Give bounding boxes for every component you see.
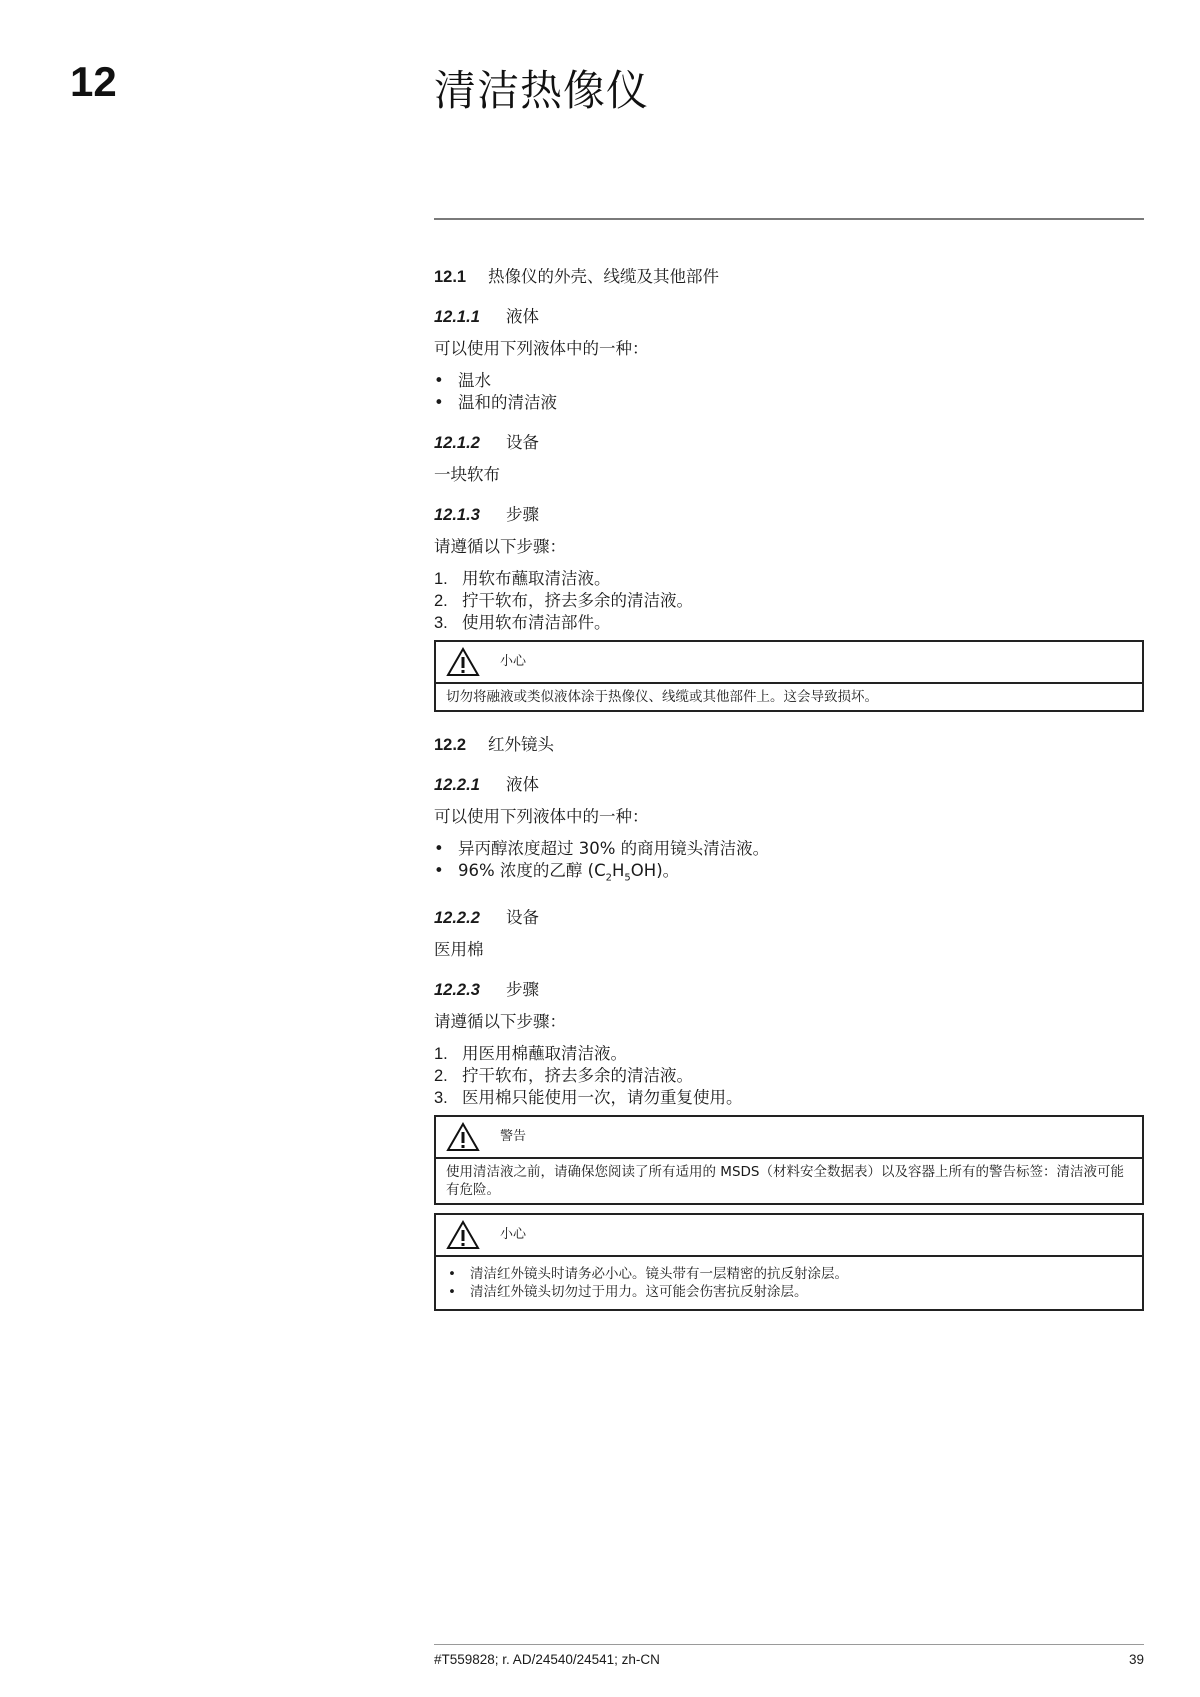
subsection-heading-12-1-1 [434,306,1144,328]
list-item: • 异丙醇浓度超过 30% 的商用镜头清洁液。 [434,838,1144,860]
subsection-number: 12.1.3 [434,506,480,524]
step-text: 用软布蘸取清洁液。 [462,569,611,588]
caution-box [434,1213,1144,1311]
formula-text: H [612,861,625,880]
formula-subscript: 5 [624,872,631,884]
paragraph: 一块软布 [434,465,500,484]
subsection-heading-12-1-2 [434,432,1144,454]
formula-subscript: 2 [605,872,612,884]
footer-doc-ref: #T559828; r. AD/24540/24541; zh-CN [434,1652,660,1667]
section-heading-12-2 [434,734,1144,756]
paragraph: 请遵循以下步骤： [434,537,566,556]
page-number: 39 [1128,1652,1144,1667]
step-text: 拧干软布，挤去多余的清洁液。 [462,591,693,610]
warning-label: 警告 [500,1129,527,1145]
paragraph: 可以使用下列液体中的一种： [434,807,649,826]
bullet-list [434,370,1144,414]
list-item: • 温和的清洁液 [434,392,1144,414]
footer-divider [434,1644,1144,1645]
section-title: 热像仪的外壳、线缆及其他部件 [488,267,719,286]
subsection-heading-12-2-2 [434,907,1144,929]
list-item [434,860,1144,889]
subsection-title: 步骤 [506,505,539,524]
subsection-heading-12-2-3 [434,979,1144,1001]
subsection-number: 12.2.3 [434,981,480,1000]
caution-text: 切勿将融液或类似液体涂于热像仪、线缆或其他部件上。这会导致损坏。 [446,689,878,705]
warning-triangle-icon [446,1122,480,1152]
list-item: 2. 拧干软布，挤去多余的清洁液。 [434,591,693,610]
subsection-title: 液体 [506,307,539,326]
caution-body [436,1257,1142,1309]
paragraph: 请遵循以下步骤： [434,1012,566,1032]
chapter-number: 12 [70,58,117,105]
subsection-heading-12-2-1 [434,774,1144,796]
list-item: 1. 用软布蘸取清洁液。 [434,569,611,588]
main-content [434,266,1144,1319]
caution-label: 小心 [500,654,527,669]
subsection-number: 12.1.1 [434,308,480,326]
warning-box [434,1115,1144,1205]
formula-text: OH)。 [630,861,680,880]
list-item: • 温水 [434,370,1144,392]
subsection-number: 12.1.2 [434,434,480,452]
caution-header [436,1215,1142,1257]
subsection-title: 设备 [506,433,539,452]
step-text: 用医用棉蘸取清洁液。 [462,1044,627,1064]
chapter-title: 清洁热像仪 [434,66,650,115]
list-item: 2. 拧干软布，挤去多余的清洁液。 [434,1066,693,1086]
step-text: 使用软布清洁部件。 [462,613,611,632]
numbered-list [434,568,1144,634]
caution-box [434,640,1144,712]
list-item: 3. 医用棉只能使用一次，请勿重复使用。 [434,1088,743,1108]
section-number: 12.2 [434,736,467,754]
subsection-number: 12.2.1 [434,776,480,794]
section-heading-12-1 [434,266,1144,288]
step-text: 拧干软布，挤去多余的清洁液。 [462,1066,693,1086]
paragraph: 可以使用下列液体中的一种： [434,339,649,358]
title-divider [434,218,1144,220]
subsection-number: 12.2.2 [434,909,480,928]
caution-list [446,1265,1132,1301]
warning-header [436,1117,1142,1159]
warning-text: 使用清洁液之前，请确保您阅读了所有适用的 MSDS（材料安全数据表）以及容器上所有的警告标签：清洁液可能有危险。 [446,1164,1124,1199]
caution-label: 小心 [500,1227,527,1243]
numbered-list [434,1043,1144,1109]
bullet-list [434,838,1144,889]
warning-triangle-icon [446,1220,480,1250]
list-item: • 清洁红外镜头切勿过于用力。这可能会伤害抗反射涂层。 [446,1283,1132,1301]
subsection-title: 设备 [506,908,539,928]
paragraph: 医用棉 [434,940,484,960]
formula-text: 96% 浓度的乙醇 (C [458,861,606,880]
subsection-title: 液体 [506,775,539,794]
subsection-title: 步骤 [506,980,539,1000]
list-item: 1. 用医用棉蘸取清洁液。 [434,1044,627,1064]
list-item: • 清洁红外镜头时请务必小心。镜头带有一层精密的抗反射涂层。 [446,1265,1132,1283]
section-number: 12.1 [434,268,467,286]
step-text: 医用棉只能使用一次，请勿重复使用。 [462,1088,743,1108]
subsection-heading-12-1-3 [434,504,1144,526]
caution-header [436,642,1142,684]
section-title: 红外镜头 [488,735,554,754]
warning-triangle-icon [446,647,480,677]
list-item: 3. 使用软布清洁部件。 [434,613,611,632]
